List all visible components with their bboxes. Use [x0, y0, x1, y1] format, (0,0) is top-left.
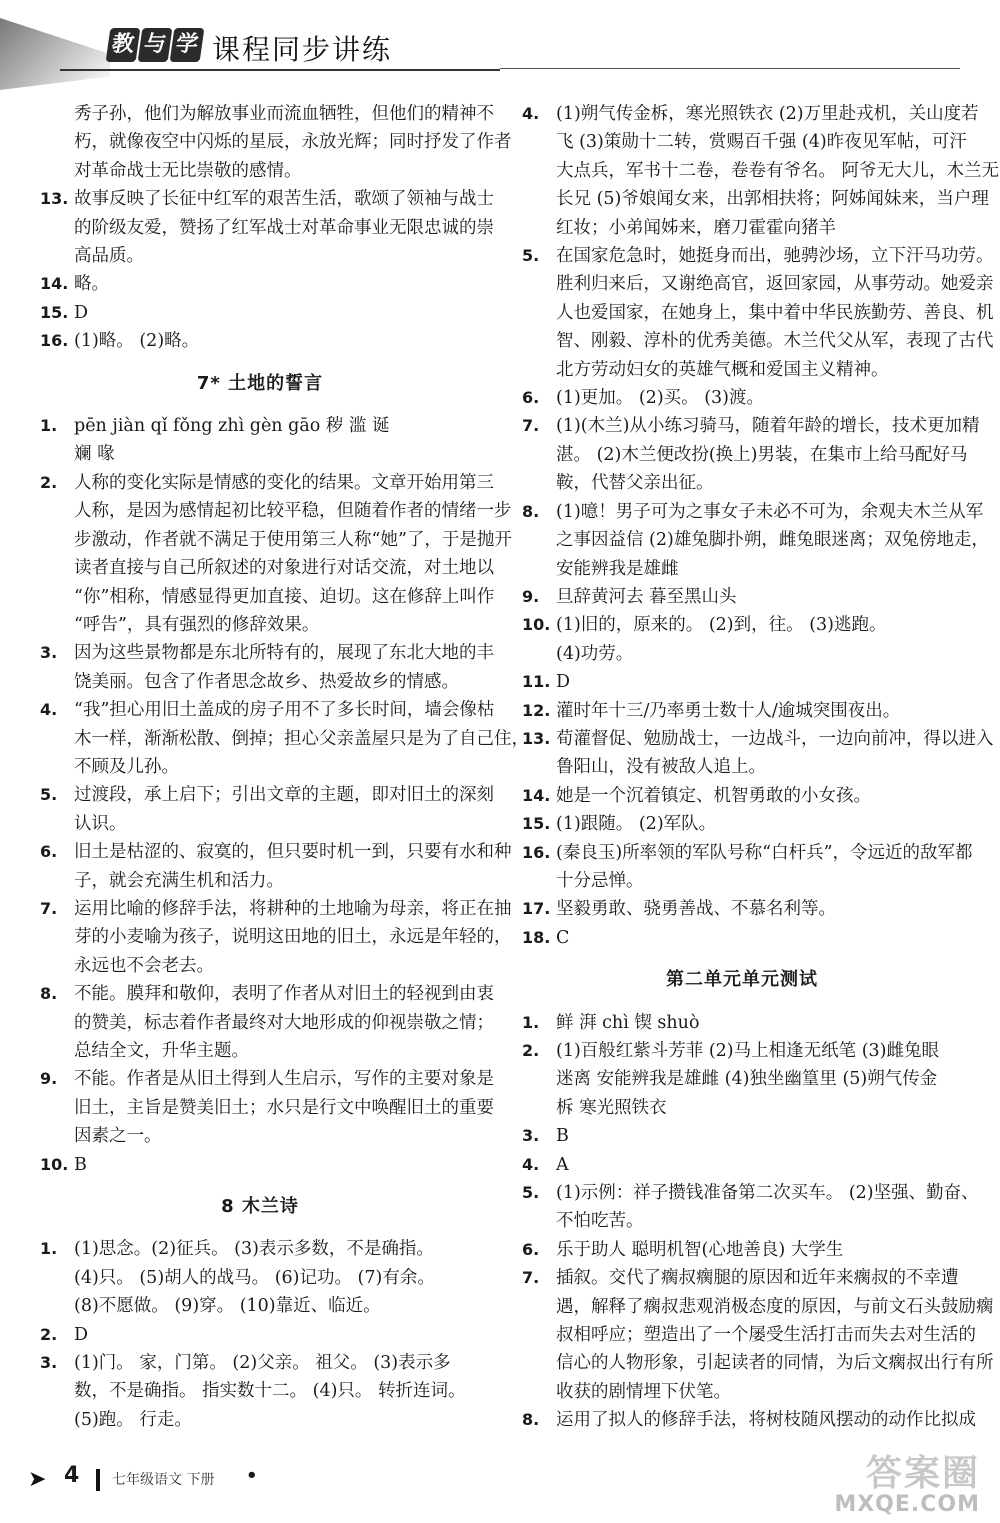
answer-number: 12.	[522, 700, 551, 720]
answer-item	[40, 185, 494, 270]
answer-text	[556, 1037, 962, 1122]
answer-line: 湛。 (2)木兰便改扮(换上)男装，在集市上给马配好马	[556, 444, 968, 465]
answer-number: 15.	[522, 814, 551, 834]
answer-number: 8.	[522, 1410, 540, 1430]
answer-item	[522, 1122, 962, 1150]
answer-line: D	[556, 672, 571, 693]
answer-text	[556, 1122, 962, 1150]
answer-line: 鞍，代替父亲出征。	[556, 473, 714, 494]
answer-line: 荀灌督促、勉励战士，一边战斗，一边向前冲，得以进入	[556, 728, 994, 749]
answer-line: 不顾及儿孙。	[74, 756, 179, 777]
answer-number: 18.	[522, 927, 551, 947]
answer-item	[40, 895, 512, 980]
watermark-text: 答案圈	[865, 1453, 980, 1494]
answer-line: 总结全文，升华主题。	[74, 1041, 249, 1061]
answer-number: 9.	[40, 1069, 58, 1089]
answer-text	[74, 639, 494, 696]
answer-line: 人称，是因为感情起初比较平稳，但随着作者的情绪一步	[74, 501, 512, 522]
footer-divider	[96, 1469, 100, 1491]
answer-text	[556, 242, 994, 384]
answer-number: 8.	[522, 501, 540, 521]
header-rule	[60, 69, 500, 71]
answer-line: 数，不是确指。 指实数十二。 (4)只。 转折连词。	[74, 1381, 466, 1402]
section-title-7: 7* 土地的誓言	[196, 372, 324, 394]
answer-line: 对革命战士无比崇敬的感情。	[74, 160, 302, 181]
header-decoration	[0, 0, 110, 90]
left-column	[40, 100, 529, 1434]
answer-item	[522, 1236, 962, 1264]
right-column	[522, 100, 1000, 1435]
answer-number: 4.	[40, 700, 58, 720]
answer-text	[74, 185, 494, 270]
answer-line: (1)百般红紫斗芳菲 (2)马上相逢无纸笔 (3)雌兔眼	[556, 1041, 939, 1061]
answer-line: “呼告”，具有强烈的修辞效果。	[74, 614, 320, 635]
answer-number: 3.	[40, 643, 58, 663]
header-rule-right	[500, 68, 960, 69]
answer-item	[522, 1264, 994, 1406]
answer-number: 6.	[522, 388, 540, 408]
answer-line: 之事因益信 (2)雄兔脚扑朔，雌兔眼迷离；双兔傍地走，	[556, 530, 989, 551]
answer-item	[522, 498, 989, 583]
answer-item	[522, 782, 962, 810]
answer-line: 不怕吃苦。	[556, 1211, 644, 1232]
answer-text	[556, 1264, 994, 1406]
answer-text	[74, 1321, 480, 1349]
answer-number: 1.	[40, 416, 58, 436]
answer-item	[522, 697, 962, 725]
answer-number: 5.	[522, 246, 540, 266]
answer-text	[556, 100, 999, 242]
answer-text	[74, 696, 529, 781]
series-title: 课程同步讲练	[212, 33, 393, 66]
answer-line: (1)更加。 (2)买。 (3)渡。	[556, 388, 764, 409]
answer-line: 遇，解释了瘸叔悲观消极态度的原因，与前文石头鼓励瘸	[556, 1296, 994, 1317]
answer-line: 人也爱国家，在她身上，集中着中华民族勤劳、善良、机	[556, 302, 994, 323]
answer-text	[556, 697, 962, 725]
answer-line: 的阶级友爱，赞扬了红军战士对革命事业无限忠诚的崇	[74, 217, 494, 238]
answer-line: 旦辞黄河去 暮至黑山头	[556, 586, 737, 607]
answer-number: 4.	[522, 1154, 540, 1174]
answer-line: 高品质。	[74, 246, 144, 267]
answer-number: 7.	[522, 1268, 540, 1288]
answer-line: (4)只。 (5)胡人的战马。 (6)记功。 (7)有余。	[74, 1267, 435, 1288]
answer-item	[40, 838, 512, 895]
answer-line: (4)功劳。	[556, 643, 634, 664]
answer-text	[74, 469, 512, 639]
section-title-8: 8 木兰诗	[221, 1196, 299, 1218]
answer-line: 智、刚毅、淳朴的优秀美德。木兰代父从军，表现了古代	[556, 331, 994, 352]
answer-item	[522, 725, 994, 782]
answer-text	[556, 1179, 979, 1236]
answer-line: 迷离 安能辨我是雄雌 (4)独坐幽篁里 (5)朔气传金	[556, 1069, 938, 1090]
answer-line: 略。	[74, 274, 109, 295]
continued-answer	[40, 100, 512, 185]
answer-text	[556, 924, 962, 952]
answer-text	[556, 1151, 962, 1179]
answer-line: 在国家危急时，她挺身而出，驰骋沙场，立下汗马功劳。	[556, 246, 994, 267]
answer-text	[556, 611, 962, 668]
answer-line: 鲜 湃 chì 锲 shuò	[556, 1012, 700, 1033]
answer-number: 6.	[522, 1239, 540, 1259]
answer-text	[556, 583, 962, 611]
answer-text	[74, 270, 480, 298]
answer-text	[74, 980, 494, 1065]
answer-line: D	[74, 1324, 89, 1345]
answer-number: 16.	[522, 842, 551, 862]
answer-line: 读者直接与自己所叙述的对象进行对话交流，对土地以	[74, 558, 494, 579]
answer-line: 运用比喻的修辞手法，将耕种的土地喻为母亲，将正在抽	[74, 898, 512, 919]
answer-item	[40, 1349, 480, 1434]
answer-number: 16.	[40, 331, 69, 351]
answer-number: 11.	[522, 672, 551, 692]
answer-text	[556, 668, 962, 696]
answer-text	[556, 1236, 962, 1264]
answer-line: A	[556, 1154, 569, 1175]
answer-text	[556, 725, 994, 782]
answer-item	[522, 668, 962, 696]
answer-item	[522, 924, 962, 952]
answer-line: 鲁阳山，没有被敌人追上。	[556, 757, 766, 778]
answer-item	[522, 412, 980, 497]
answer-line: 秀子孙，他们为解放事业而流血牺牲，但他们的精神不	[74, 104, 494, 124]
answer-item	[40, 327, 480, 355]
answer-text	[556, 1009, 962, 1037]
answer-number: 13.	[522, 728, 551, 748]
answer-item	[522, 611, 962, 668]
book-label: 七年级语文 下册	[112, 1472, 215, 1488]
answer-line: 人称的变化实际是情感的变化的结果。文章开始用第三	[74, 472, 494, 493]
answer-item	[40, 980, 494, 1065]
footer-dot: •	[246, 1465, 258, 1486]
answer-text	[556, 782, 962, 810]
answer-line: (1)略。 (2)略。	[74, 331, 200, 352]
answer-line: 不能。膜拜和敬仰，表明了作者从对旧土的轻视到由衷	[74, 984, 494, 1005]
answer-line: 柝 寒光照铁衣	[556, 1097, 667, 1118]
answer-text	[74, 412, 480, 469]
answer-item	[522, 1037, 962, 1122]
answer-line: “我”担心用旧土盖成的房子用不了多长时间，墙会像枯	[74, 700, 495, 721]
answer-text	[74, 781, 494, 838]
answer-item	[40, 696, 529, 781]
page-number: 4	[64, 1463, 80, 1488]
answer-line: B	[74, 1154, 87, 1175]
page-footer	[0, 1455, 1000, 1523]
answer-line: (8)不愿做。 (9)穿。 (10)靠近、临近。	[74, 1296, 381, 1317]
brand-logo	[108, 28, 202, 66]
answer-number: 8.	[40, 984, 58, 1004]
answer-text	[74, 1235, 480, 1320]
answer-line: 旧土是枯涩的、寂寞的，但只要时机一到，只要有水和种	[74, 842, 512, 863]
answer-text	[74, 327, 480, 355]
answer-line: “你”相称，情感显得更加直接、迫切。这在修辞上叫作	[74, 586, 495, 607]
answer-item	[40, 412, 480, 469]
answer-text	[556, 895, 962, 923]
answer-text	[556, 384, 962, 412]
answer-line: 信心的人物形象，引起读者的同情，为后文瘸叔出行有所	[556, 1353, 994, 1374]
answer-item	[40, 469, 512, 639]
answer-line: 红妆；小弟闻姊来，磨刀霍霍向猪羊	[556, 217, 836, 238]
answer-line: 因素之一。	[74, 1126, 162, 1147]
answer-line: 胜利归来后，又谢绝高官，返回家园，从事劳动。她爱亲	[556, 274, 994, 295]
answer-item	[40, 781, 494, 838]
answer-item	[522, 895, 962, 923]
answer-line: 叔相呼应；塑造出了一个屡受生活打击而失去对生活的	[556, 1325, 976, 1346]
answer-number: 10.	[522, 615, 551, 635]
watermark-url: MXQE.COM	[834, 1492, 980, 1517]
answer-number: 17.	[522, 899, 551, 919]
answer-line: 步激动，作者就不满足于使用第三人称“她”了，于是抛开	[74, 529, 512, 550]
unit-test-title: 第二单元单元测试	[666, 969, 818, 991]
answer-line: (5)跑。 行走。	[74, 1409, 192, 1430]
answer-text	[74, 1349, 480, 1434]
answer-text	[556, 839, 973, 896]
answer-number: 1.	[40, 1239, 58, 1259]
answer-line: 斓 喙	[74, 444, 115, 465]
page-header	[0, 0, 1000, 100]
answer-number: 2.	[522, 1041, 540, 1060]
answer-text	[556, 412, 979, 497]
answer-item	[40, 639, 494, 696]
answer-item	[522, 810, 962, 838]
answer-number: 15.	[40, 302, 69, 322]
logo-char: 与	[138, 28, 173, 62]
answer-line: 永远也不会老去。	[74, 955, 214, 976]
answer-number: 10.	[40, 1154, 69, 1174]
answer-number: 13.	[40, 189, 69, 209]
answer-item	[522, 1406, 976, 1434]
answer-line: 的赞美，标志着作者最终对大地形成的仰视崇敬之情；	[74, 1012, 494, 1033]
answer-line: (1)(木兰)从小练习骑马，随着年龄的增长，技术更加精	[556, 416, 980, 437]
answer-item	[522, 1179, 979, 1236]
answer-line: 芽的小麦喻为孩子，说明这田地的旧土，永远是年轻的，	[74, 927, 512, 948]
answer-line: 不能。作者是从旧土得到人生启示，写作的主要对象是	[74, 1069, 494, 1090]
answer-line: 乐于助人 聪明机智(心地善良) 大学生	[556, 1239, 844, 1260]
answer-text	[74, 895, 512, 980]
answer-number: 14.	[40, 274, 69, 294]
answer-line: pēn jiàn qǐ fǒng zhì gèn gāo 秽 滥 诞	[74, 416, 390, 437]
answer-line: (1)示例：祥子攒钱准备第二次买车。 (2)坚强、勤奋、	[556, 1183, 979, 1204]
answer-line: (1)朔气传金柝，寒光照铁衣 (2)万里赴戎机，关山度若	[556, 104, 979, 124]
answer-line: 故事反映了长征中红军的艰苦生活，歌颂了领袖与战士	[74, 189, 494, 210]
answer-line: 长兄 (5)爷娘闻女来，出郭相扶将；阿姊闻妹来，当户理	[556, 189, 989, 210]
answer-line: 运用了拟人的修辞手法，将树枝随风摆动的动作比拟成	[556, 1410, 976, 1431]
answer-line: 大点兵，军书十二卷，卷卷有爷名。 阿爷无大儿，木兰无	[556, 160, 1000, 181]
answer-line: 北方劳动妇女的英雄气概和爱国主义精神。	[556, 359, 889, 380]
answer-text	[556, 1406, 976, 1434]
logo-char: 教	[106, 28, 141, 62]
answer-item	[40, 1151, 480, 1179]
answer-text	[74, 1151, 480, 1179]
answer-number: 5.	[522, 1183, 540, 1203]
answer-text	[74, 299, 480, 327]
answer-line: 坚毅勇敢、骁勇善战、不慕名利等。	[556, 899, 836, 920]
answer-item	[522, 100, 1000, 242]
answer-line: D	[74, 302, 89, 323]
answer-item	[522, 242, 994, 384]
answer-number: 7.	[40, 898, 58, 918]
answer-line: 认识。	[74, 813, 127, 834]
answer-item	[522, 583, 962, 611]
answer-text	[556, 498, 989, 583]
answer-line: C	[556, 927, 570, 948]
answer-line: 过渡段，承上启下；引出文章的主题，即对旧土的深刻	[74, 785, 494, 806]
answer-item	[522, 1009, 962, 1037]
answer-item	[40, 299, 480, 327]
answer-text	[74, 838, 512, 895]
answer-item	[40, 1065, 494, 1150]
answer-line: 她是一个沉着镇定、机智勇敢的小女孩。	[556, 785, 871, 806]
answer-line: (1)噫！男子可为之事女子未必不可为，余观夫木兰从军	[556, 501, 984, 522]
answer-number: 1.	[522, 1012, 540, 1032]
answer-line: (1)门。 家，门第。 (2)父亲。 祖父。 (3)表示多	[74, 1353, 451, 1374]
answer-item	[40, 1235, 480, 1320]
answer-line: 子，就会充满生机和活力。	[74, 870, 284, 891]
answer-number: 2.	[40, 472, 58, 492]
answer-line: 旧土，主旨是赞美旧土；水只是行文中唤醒旧土的重要	[74, 1097, 494, 1118]
answer-line: 饶美丽。包含了作者思念故乡、热爱故乡的情感。	[74, 671, 459, 692]
answer-line: 因为这些景物都是东北所特有的，展现了东北大地的丰	[74, 643, 494, 664]
answer-line: 收获的剧情埋下伏笔。	[556, 1381, 731, 1402]
arrow-icon: ➤	[28, 1467, 47, 1492]
answer-item	[522, 839, 973, 896]
answer-item	[522, 1151, 962, 1179]
answer-text	[74, 1065, 494, 1150]
answer-number: 3.	[522, 1126, 540, 1146]
watermark-logo	[810, 1443, 980, 1517]
answer-line: 安能辨我是雄雌	[556, 558, 679, 579]
answer-line: 朽，就像夜空中闪烁的星辰，永放光辉；同时抒发了作者	[74, 132, 512, 153]
answer-number: 6.	[40, 842, 58, 862]
answer-line: 飞 (3)策勋十二转，赏赐百千强 (4)昨夜见军帖，可汗	[556, 132, 967, 153]
answer-number: 7.	[522, 416, 540, 436]
answer-line: 木一样，渐渐松散、倒掉；担心父亲盖屋只是为了自己住，	[74, 728, 529, 749]
answer-number: 2.	[40, 1324, 58, 1344]
answer-line: 灌时年十三/乃率勇士数十人/逾城突围夜出。	[556, 700, 901, 721]
answer-line: 十分忌惮。	[556, 870, 644, 891]
answer-number: 14.	[522, 785, 551, 805]
answer-line: 插叙。交代了瘸叔瘸腿的原因和近年来瘸叔的不幸遭	[556, 1268, 959, 1289]
answer-line: (秦良玉)所率领的军队号称“白杆兵”，令远近的敌军都	[556, 842, 973, 863]
answer-text	[556, 810, 962, 838]
answer-line: B	[556, 1126, 569, 1147]
logo-char: 学	[170, 28, 205, 62]
answer-number: 5.	[40, 785, 58, 805]
answer-item	[522, 384, 962, 412]
answer-item	[40, 1321, 480, 1349]
answer-number: 9.	[522, 586, 540, 606]
answer-line: (1)旧的，原来的。 (2)到，往。 (3)逃跑。	[556, 615, 887, 636]
answer-number: 3.	[40, 1353, 58, 1373]
answer-number: 4.	[522, 104, 540, 123]
answer-line: (1)思念。(2)征兵。 (3)表示多数，不是确指。	[74, 1239, 434, 1260]
answer-item	[40, 270, 480, 298]
answer-line: (1)跟随。 (2)军队。	[556, 814, 717, 835]
